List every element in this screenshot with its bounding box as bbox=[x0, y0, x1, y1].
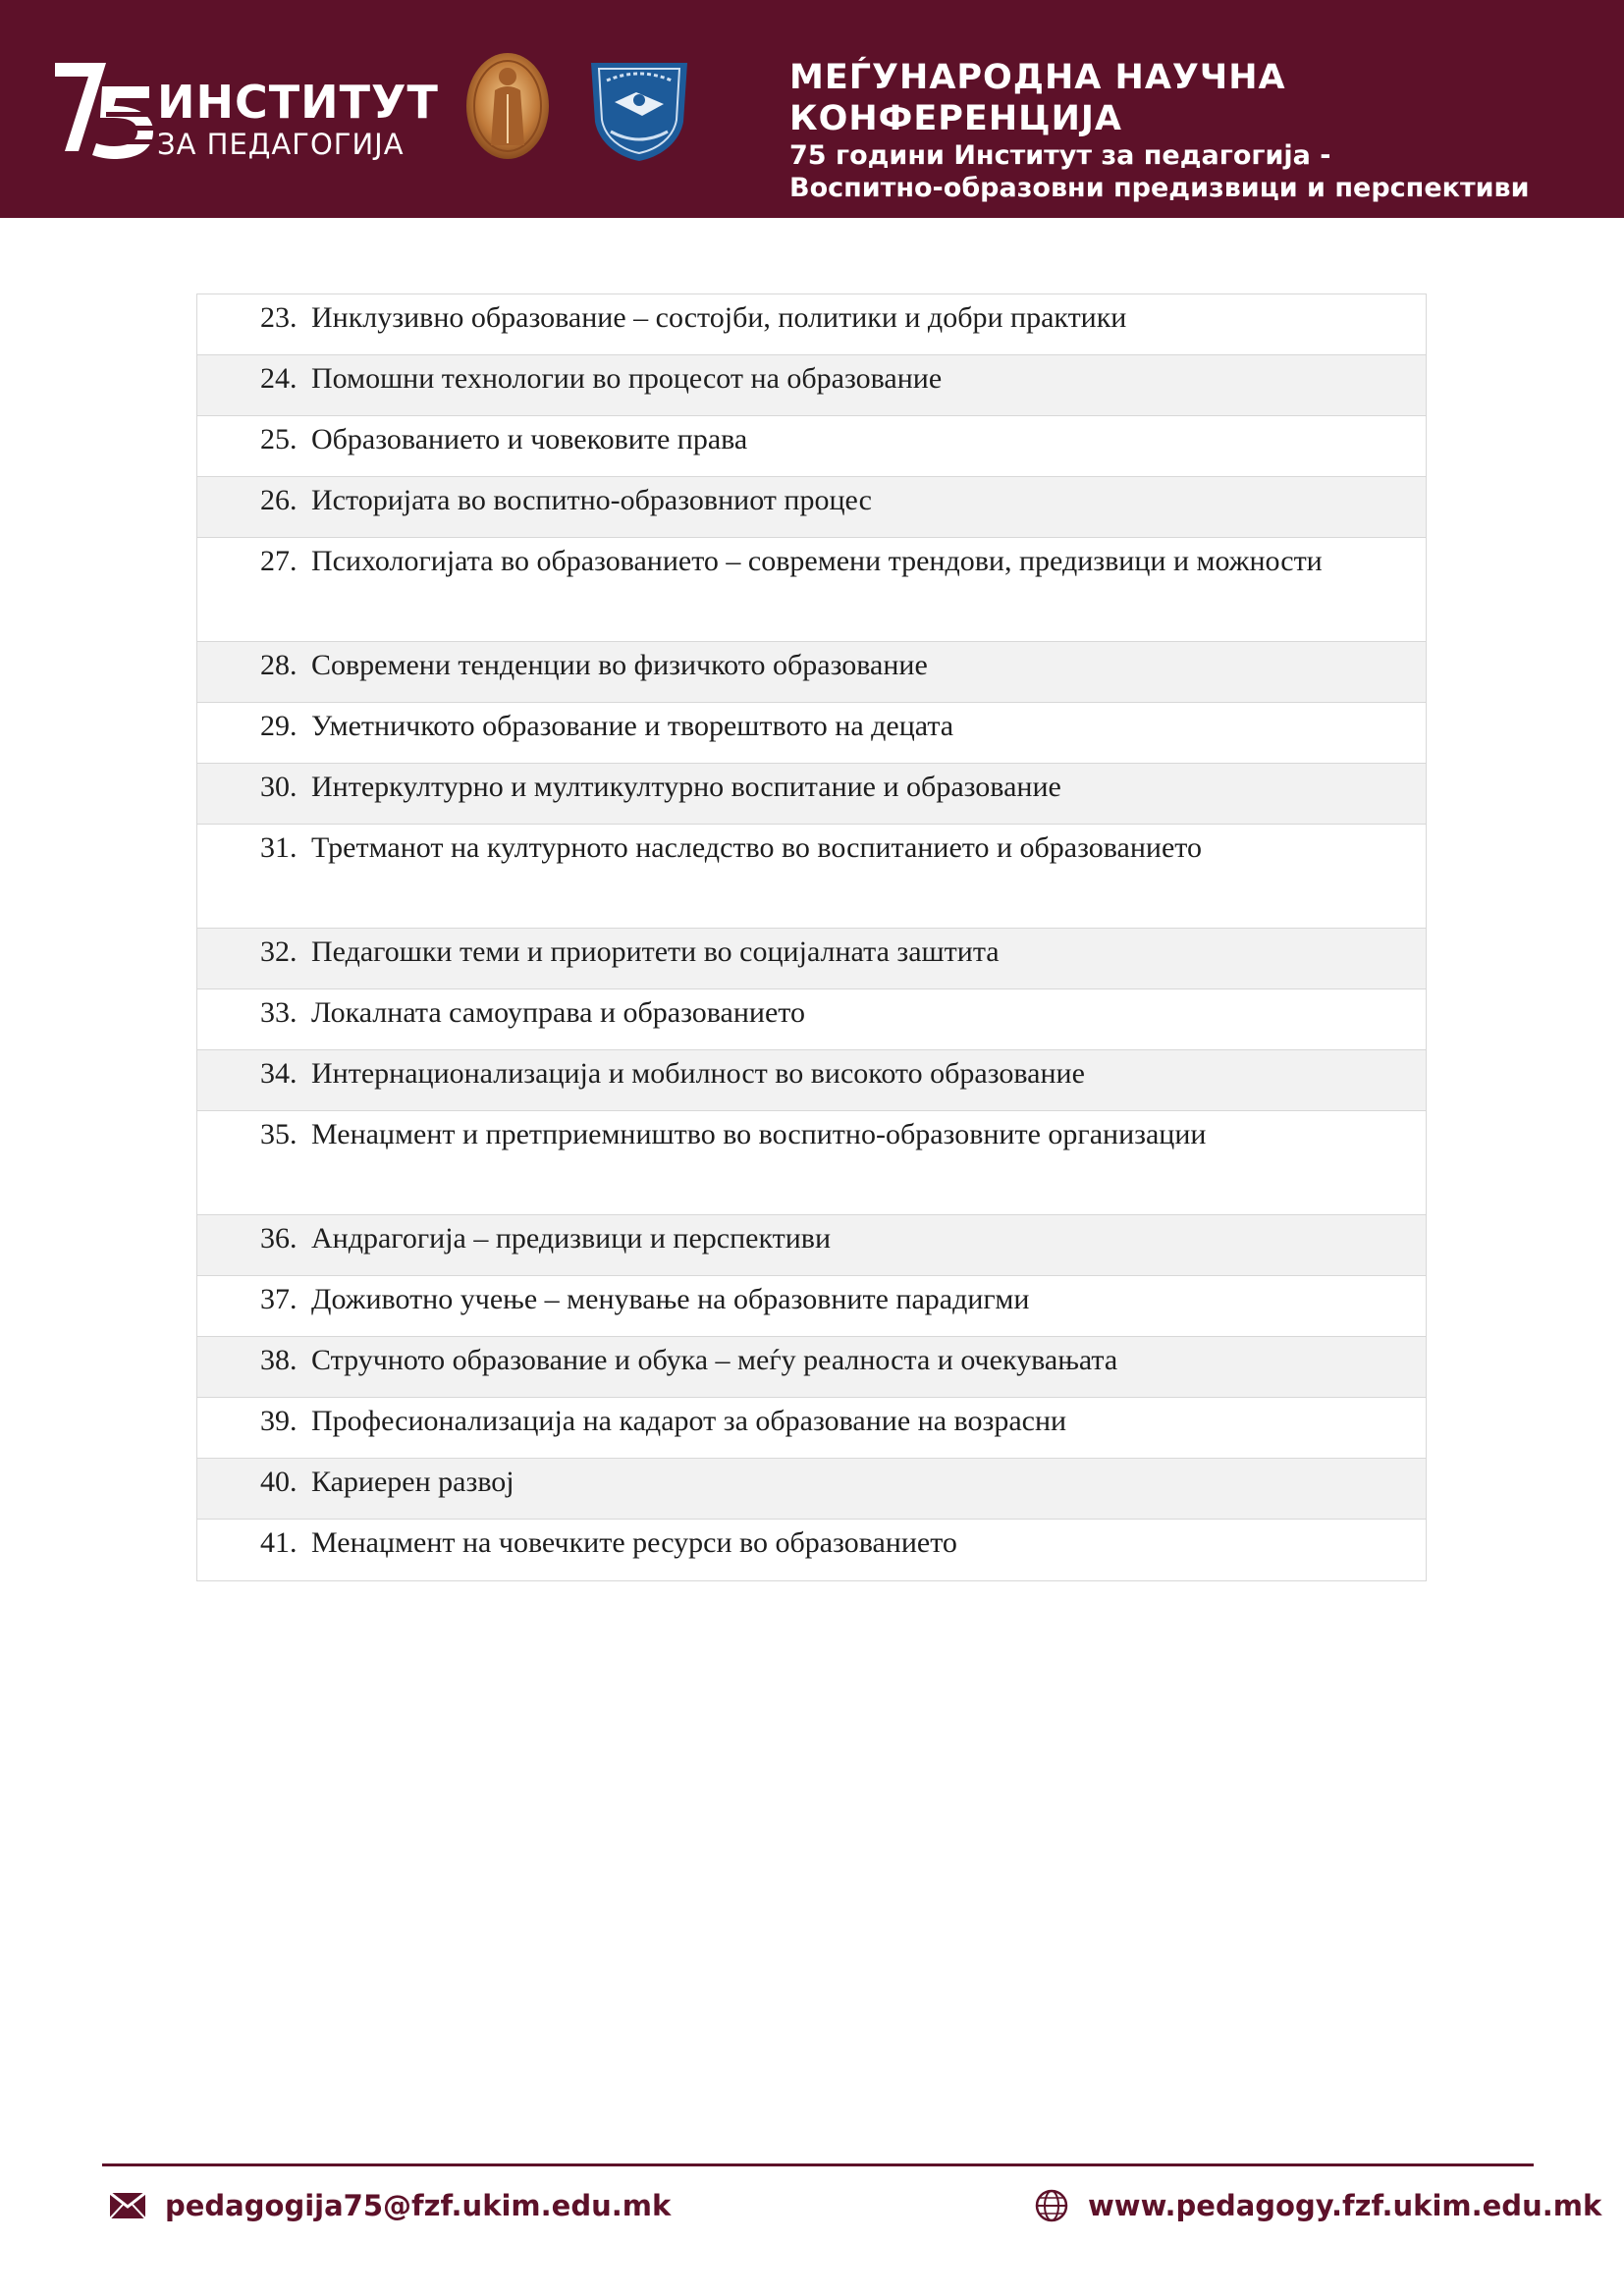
topic-row bbox=[197, 703, 1426, 764]
topic-number: 24. bbox=[260, 362, 298, 395]
topic-row bbox=[197, 294, 1426, 355]
footer-website[interactable] bbox=[1035, 2189, 1601, 2222]
topic-number: 37. bbox=[260, 1283, 298, 1315]
topic-number: 36. bbox=[260, 1222, 298, 1255]
topic-number: 39. bbox=[260, 1405, 298, 1437]
globe-icon bbox=[1035, 2189, 1068, 2222]
topic-text: Помошни технологии во процесот на образование bbox=[311, 362, 943, 395]
university-seal-icon bbox=[463, 51, 552, 161]
conference-subtitle-1: 75 години Институт за педагогија - bbox=[789, 140, 1331, 171]
topic-text: Историјата во воспитно-образовниот процес bbox=[311, 484, 872, 516]
topic-number: 27. bbox=[260, 545, 298, 577]
institute-logo-text bbox=[157, 77, 439, 161]
topic-row bbox=[197, 642, 1426, 703]
topic-number: 32. bbox=[260, 935, 298, 968]
conference-title: МЕЃУНАРОДНА НАУЧНА КОНФЕРЕНЦИЈА bbox=[789, 58, 1286, 138]
topic-number: 31. bbox=[260, 831, 298, 864]
topic-number: 23. bbox=[260, 301, 298, 334]
topic-text: Професионализација на кадарот за образование на возрасни bbox=[311, 1405, 1067, 1437]
topic-text: Менаџмент и претприемништво во воспитно-образовните организации bbox=[311, 1118, 1207, 1150]
topic-text: Менаџмент на човечките ресурси во образованието bbox=[311, 1526, 957, 1559]
institute-75-logo-icon bbox=[51, 57, 159, 161]
topic-row bbox=[197, 929, 1426, 989]
topic-text: Андрагогија – предизвици и перспективи bbox=[311, 1222, 832, 1255]
topic-text: Стручното образование и обука – меѓу реалноста и очекувањата bbox=[311, 1344, 1118, 1376]
topic-text: Локалната самоуправа и образованието bbox=[311, 996, 805, 1029]
topic-text: Инклузивно образование – состојби, политики и добри практики bbox=[311, 301, 1127, 334]
topic-row bbox=[197, 825, 1426, 929]
footer-divider bbox=[102, 2163, 1534, 2166]
topic-text: Психологијата во образованието – современи трендови, предизвици и можности bbox=[311, 545, 1323, 577]
topic-text: Педагошки теми и приоритети во социјалната заштита bbox=[311, 935, 1000, 968]
topic-number: 33. bbox=[260, 996, 298, 1029]
topic-number: 28. bbox=[260, 649, 298, 681]
topic-row bbox=[197, 1337, 1426, 1398]
topic-row bbox=[197, 1215, 1426, 1276]
topic-number: 40. bbox=[260, 1466, 298, 1498]
topic-row bbox=[197, 1111, 1426, 1215]
topic-text: Доживотно учење – менување на образовните парадигми bbox=[311, 1283, 1030, 1315]
topic-number: 29. bbox=[260, 710, 298, 742]
topic-row bbox=[197, 477, 1426, 538]
topic-row bbox=[197, 538, 1426, 642]
logo-line1: ИНСТИТУТ bbox=[157, 76, 439, 129]
topic-text: Интернационализација и мобилност во високото образование bbox=[311, 1057, 1085, 1090]
topic-row bbox=[197, 416, 1426, 477]
footer-email[interactable] bbox=[110, 2189, 671, 2222]
topics-table bbox=[196, 294, 1427, 1581]
topic-text: Третманот на културното наследство во воспитанието и образованието bbox=[311, 831, 1203, 864]
topic-text: Кариерен развој bbox=[311, 1466, 514, 1498]
topic-row bbox=[197, 1459, 1426, 1520]
topic-row bbox=[197, 1520, 1426, 1580]
topic-row bbox=[197, 989, 1426, 1050]
logo-line2: ЗА ПЕДАГОГИЈА bbox=[157, 128, 405, 161]
topic-row bbox=[197, 1398, 1426, 1459]
header-banner bbox=[0, 0, 1624, 218]
topic-text: Интеркултурно и мултикултурно воспитание и образование bbox=[311, 771, 1061, 803]
topic-row bbox=[197, 355, 1426, 416]
topic-row bbox=[197, 1276, 1426, 1337]
footer-email-text[interactable]: pedagogija75@fzf.ukim.edu.mk bbox=[165, 2189, 672, 2222]
topic-number: 26. bbox=[260, 484, 298, 516]
topic-text: Современи тенденции во физичкото образование bbox=[311, 649, 928, 681]
topic-number: 34. bbox=[260, 1057, 298, 1090]
topic-number: 41. bbox=[260, 1526, 298, 1559]
topic-number: 38. bbox=[260, 1344, 298, 1376]
envelope-icon bbox=[110, 2193, 145, 2218]
footer-website-text[interactable]: www.pedagogy.fzf.ukim.edu.mk bbox=[1088, 2189, 1602, 2222]
topic-text: Уметничкото образование и творештвото на децата bbox=[311, 710, 954, 742]
topic-row bbox=[197, 1050, 1426, 1111]
topic-text: Образованието и човековите права bbox=[311, 423, 748, 455]
topic-row bbox=[197, 764, 1426, 825]
faculty-seal-icon bbox=[581, 53, 697, 163]
conference-subtitle-2: Воспитно-образовни предизвици и перспективи bbox=[789, 173, 1530, 203]
conference-title-block bbox=[789, 57, 1624, 204]
topic-number: 35. bbox=[260, 1118, 298, 1150]
topic-number: 25. bbox=[260, 423, 298, 455]
topic-number: 30. bbox=[260, 771, 298, 803]
